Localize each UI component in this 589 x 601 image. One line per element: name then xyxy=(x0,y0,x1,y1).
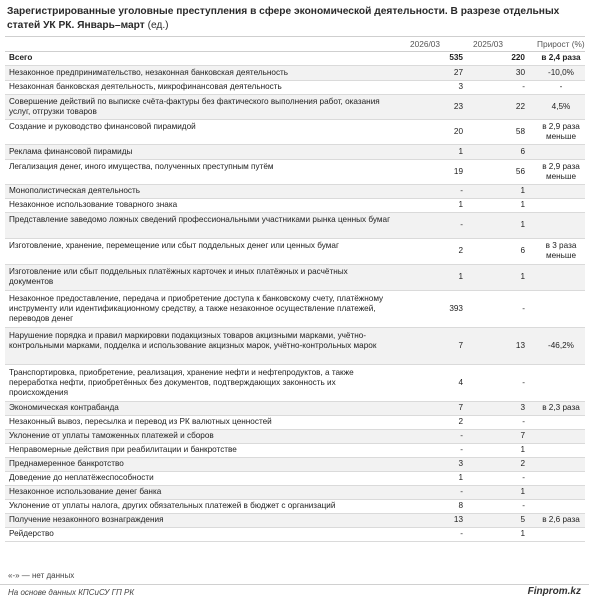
footer xyxy=(0,584,589,601)
row-value-2025: - xyxy=(522,82,525,92)
table-row xyxy=(5,402,585,416)
row-value-2026: - xyxy=(460,445,463,455)
row-value-2026: 27 xyxy=(453,67,463,77)
table-body xyxy=(5,52,585,542)
title-unit: (ед.) xyxy=(147,20,169,31)
table-row xyxy=(5,52,585,66)
row-value-2025: 6 xyxy=(520,146,525,156)
table-note: «-» — нет данных xyxy=(8,571,75,580)
row-value-2026: 8 xyxy=(458,501,463,511)
row-value-2025: 3 xyxy=(520,403,525,413)
table-row xyxy=(5,160,585,185)
row-name: Незаконное использование товарного знака xyxy=(9,200,178,210)
table-row xyxy=(5,416,585,430)
row-name: Уклонение от уплаты таможенных платежей и сборов xyxy=(9,431,214,441)
row-name: Рейдерство xyxy=(9,529,54,539)
row-growth: -10,0% xyxy=(548,67,574,77)
row-value-2026: 1 xyxy=(458,146,463,156)
table-row xyxy=(5,291,585,328)
row-value-2025: - xyxy=(522,473,525,483)
row-value-2026: - xyxy=(460,431,463,441)
row-value-2026: 13 xyxy=(453,515,463,525)
row-name: Незаконное предпринимательство, незаконная банковская деятельность xyxy=(9,67,289,77)
row-name: Незаконное использование денег банка xyxy=(9,487,162,497)
table-title xyxy=(7,5,582,33)
row-value-2025: 58 xyxy=(515,126,525,136)
row-value-2026: 1 xyxy=(458,200,463,210)
row-value-2025: 1 xyxy=(520,445,525,455)
row-growth: в 2,6 раза xyxy=(542,515,580,525)
row-value-2026: 535 xyxy=(449,53,463,63)
row-name: Экономическая контрабанда xyxy=(9,403,119,413)
row-value-2026: 2 xyxy=(458,246,463,256)
row-value-2025: 1 xyxy=(520,272,525,282)
row-name: Неправомерные действия при реабилитации и банкротстве xyxy=(9,445,237,455)
row-value-2025: 7 xyxy=(520,431,525,441)
row-growth: -46,2% xyxy=(548,340,574,350)
row-value-2026: 20 xyxy=(453,126,463,136)
row-growth: в 2,9 раза меньше xyxy=(542,121,580,141)
row-value-2025: - xyxy=(522,417,525,427)
brand-logo: Finprom.kz xyxy=(527,586,581,597)
table-row xyxy=(5,458,585,472)
row-value-2026: 19 xyxy=(453,166,463,176)
row-name: Незаконная банковская деятельность, микрофинансовая деятельность xyxy=(9,82,282,92)
row-name: Представление заведомо ложных сведений профессиональными участниками рынка ценных бумаг xyxy=(9,215,391,225)
row-value-2026: 2 xyxy=(458,417,463,427)
row-value-2026: 393 xyxy=(449,303,463,313)
row-value-2025: 1 xyxy=(520,529,525,539)
row-value-2025: - xyxy=(522,501,525,511)
row-growth: 4,5% xyxy=(551,101,571,111)
row-value-2025: 1 xyxy=(520,186,525,196)
table-row xyxy=(5,365,585,402)
table-row xyxy=(5,95,585,120)
header-col-growth: Прирост (%) xyxy=(537,39,585,49)
row-value-2026: - xyxy=(460,529,463,539)
crime-table xyxy=(5,36,585,542)
table-row xyxy=(5,239,585,265)
row-name: Всего xyxy=(9,53,33,63)
table-row xyxy=(5,185,585,199)
row-value-2025: 30 xyxy=(515,67,525,77)
row-value-2025: 2 xyxy=(520,459,525,469)
row-value-2026: 1 xyxy=(458,473,463,483)
row-value-2025: 1 xyxy=(520,200,525,210)
row-value-2026: 3 xyxy=(458,82,463,92)
table-row xyxy=(5,430,585,444)
row-name: Незаконный вывоз, пересылка и перевод из РК валютных ценностей xyxy=(9,417,272,427)
table-row xyxy=(5,528,585,542)
row-value-2026: 7 xyxy=(458,403,463,413)
title-main: Зарегистрированные уголовные преступления в сфере экономической деятельности. В разрезе отдельных статей УК РК. xyxy=(7,6,560,31)
table-row xyxy=(5,120,585,145)
table-header xyxy=(5,36,585,52)
row-name: Уклонение от уплаты налога, других обязательных платежей в бюджет с организаций xyxy=(9,501,336,511)
row-growth: в 2,9 раза меньше xyxy=(542,161,580,181)
row-value-2025: 1 xyxy=(520,220,525,230)
row-name: Создание и руководство финансовой пирамидой xyxy=(9,121,196,131)
row-name: Реклама финансовой пирамиды xyxy=(9,146,133,156)
row-name: Получение незаконного вознаграждения xyxy=(9,515,164,525)
table-row xyxy=(5,514,585,528)
row-value-2025: 6 xyxy=(520,246,525,256)
row-value-2025: 220 xyxy=(511,53,525,63)
row-value-2025: - xyxy=(522,303,525,313)
row-growth: в 3 раза меньше xyxy=(545,241,577,261)
row-value-2025: - xyxy=(522,377,525,387)
row-name: Доведение до неплатёжеспособности xyxy=(9,473,154,483)
row-value-2026: - xyxy=(460,220,463,230)
row-value-2026: 23 xyxy=(453,101,463,111)
row-value-2026: 3 xyxy=(458,459,463,469)
row-name: Легализация денег, иного имущества, полученных преступным путём xyxy=(9,161,274,171)
row-growth: в 2,3 раза xyxy=(542,403,580,413)
row-value-2026: - xyxy=(460,186,463,196)
table-row xyxy=(5,486,585,500)
row-value-2025: 1 xyxy=(520,487,525,497)
title-period: Январь–март xyxy=(77,20,145,31)
row-value-2025: 13 xyxy=(515,340,525,350)
table-row xyxy=(5,66,585,81)
table-row xyxy=(5,213,585,239)
table-row xyxy=(5,500,585,514)
row-value-2026: 4 xyxy=(458,377,463,387)
table-row xyxy=(5,328,585,365)
row-growth: в 2,4 раза xyxy=(541,53,581,63)
row-value-2025: 22 xyxy=(515,101,525,111)
row-name: Незаконное предоставление, передача и приобретение доступа к банковскому счету, платёжному инструменту или идентификационному средству, а также незаконное осуществление платежей, переводов денег xyxy=(9,293,384,324)
row-name: Изготовление или сбыт поддельных платёжных карточек и иных платёжных и расчётных документов xyxy=(9,267,348,287)
row-name: Монополистическая деятельность xyxy=(9,186,140,196)
table-row xyxy=(5,81,585,95)
table-row xyxy=(5,199,585,213)
table-row xyxy=(5,265,585,291)
row-value-2025: 56 xyxy=(515,166,525,176)
header-col-2026: 2026/03 xyxy=(410,39,440,49)
table-row xyxy=(5,145,585,160)
row-name: Совершение действий по выписке счёта-фактуры без фактического выполнения работ, оказания услуг, отгрузки товаров xyxy=(9,96,380,116)
row-name: Транспортировка, приобретение, реализация, хранение нефти и нефтепродуктов, а также переработка нефти, приобретённых без документов, подтверждающих законность их происхождения xyxy=(9,367,354,398)
header-col-2025: 2025/03 xyxy=(473,39,503,49)
source-text: На основе данных КПСиСУ ГП РК xyxy=(8,588,135,597)
row-name: Нарушение порядка и правил маркировки подакцизных товаров акцизными марками, учётно-контрольными марками, подделка и использование акцизных марок, учётно-контрольных марок xyxy=(9,330,377,350)
row-growth: - xyxy=(559,82,563,92)
row-name: Преднамеренное банкротство xyxy=(9,459,124,469)
row-name: Изготовление, хранение, перемещение или сбыт поддельных денег или ценных бумаг xyxy=(9,241,339,251)
table-row xyxy=(5,472,585,486)
table-row xyxy=(5,444,585,458)
row-value-2026: 1 xyxy=(458,272,463,282)
row-value-2026: 7 xyxy=(458,340,463,350)
row-value-2026: - xyxy=(460,487,463,497)
row-value-2025: 5 xyxy=(520,515,525,525)
